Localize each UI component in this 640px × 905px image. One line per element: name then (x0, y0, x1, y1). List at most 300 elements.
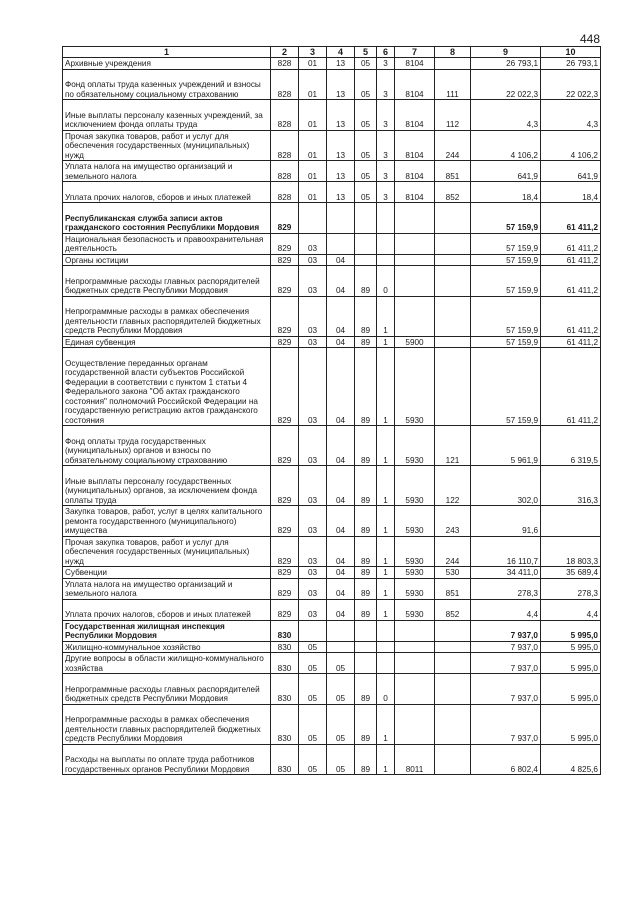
row-value-cell: 05 (355, 161, 377, 182)
row-value-cell: 1 (377, 348, 395, 426)
row-value-cell (435, 58, 471, 70)
row-value-cell: 5 995,0 (541, 653, 601, 674)
row-value-cell: 1 (377, 599, 395, 620)
row-value-cell: 03 (299, 233, 327, 254)
row-value-cell: 3 (377, 161, 395, 182)
row-value-cell: 829 (271, 266, 299, 297)
row-value-cell: 22 022,3 (541, 69, 601, 100)
row-value-cell: 3 (377, 69, 395, 100)
row-value-cell: 5 995,0 (541, 674, 601, 705)
row-value-cell: 57 159,9 (471, 254, 541, 266)
row-value-cell: 6 802,4 (471, 744, 541, 775)
row-value-cell: 01 (299, 69, 327, 100)
row-value-cell (435, 620, 471, 641)
row-value-cell: 89 (355, 578, 377, 599)
row-value-cell: 278,3 (541, 578, 601, 599)
row-value-cell: 05 (355, 182, 377, 203)
row-value-cell (395, 203, 435, 234)
row-name-cell: Прочая закупка товаров, работ и услуг для обеспечения государственных (муниципальных) нужд (63, 536, 271, 567)
row-name-cell: Жилищно-коммунальное хозяйство (63, 641, 271, 653)
row-value-cell: 03 (299, 506, 327, 537)
row-value-cell: 244 (435, 130, 471, 161)
row-value-cell: 89 (355, 466, 377, 506)
header-cell: 6 (377, 47, 395, 58)
row-value-cell: 5930 (395, 567, 435, 579)
table-row (63, 336, 601, 348)
row-value-cell: 0 (377, 266, 395, 297)
row-value-cell (435, 296, 471, 336)
row-value-cell: 5 995,0 (541, 704, 601, 744)
table-row (63, 506, 601, 537)
row-value-cell: 57 159,9 (471, 336, 541, 348)
table-row (63, 266, 601, 297)
row-value-cell: 830 (271, 704, 299, 744)
header-cell: 3 (299, 47, 327, 58)
row-value-cell: 4,3 (471, 100, 541, 131)
row-value-cell: 1 (377, 506, 395, 537)
row-value-cell: 829 (271, 578, 299, 599)
row-value-cell: 830 (271, 674, 299, 705)
table-row (63, 100, 601, 131)
row-value-cell (395, 704, 435, 744)
row-value-cell (355, 233, 377, 254)
row-value-cell: 5 995,0 (541, 641, 601, 653)
header-cell: 5 (355, 47, 377, 58)
row-name-cell: Уплата налога на имущество организаций и земельного налога (63, 578, 271, 599)
row-name-cell: Непрограммные расходы главных распорядителей бюджетных средств Республики Мордовия (63, 266, 271, 297)
row-name-cell: Непрограммные расходы в рамках обеспечения деятельности главных распорядителей бюджетных средств Республики Мордовия (63, 296, 271, 336)
row-value-cell: 828 (271, 100, 299, 131)
row-value-cell: 829 (271, 426, 299, 466)
row-value-cell (377, 620, 395, 641)
row-value-cell: 7 937,0 (471, 704, 541, 744)
table-row (63, 599, 601, 620)
row-value-cell: 3 (377, 58, 395, 70)
row-value-cell: 91,6 (471, 506, 541, 537)
row-value-cell: 05 (299, 641, 327, 653)
row-value-cell: 278,3 (471, 578, 541, 599)
row-value-cell (435, 203, 471, 234)
row-value-cell: 829 (271, 536, 299, 567)
row-value-cell: 829 (271, 599, 299, 620)
row-name-cell: Иные выплаты персоналу государственных (муниципальных) органов, за исключением фонда оплаты труда (63, 466, 271, 506)
row-value-cell: 3 (377, 100, 395, 131)
row-value-cell: 18,4 (471, 182, 541, 203)
table-row (63, 233, 601, 254)
row-value-cell: 89 (355, 296, 377, 336)
row-value-cell: 5 961,9 (471, 426, 541, 466)
row-value-cell: 01 (299, 100, 327, 131)
row-value-cell: 16 110,7 (471, 536, 541, 567)
row-value-cell: 0 (377, 674, 395, 705)
row-value-cell: 03 (299, 296, 327, 336)
row-value-cell: 13 (327, 100, 355, 131)
row-value-cell (327, 620, 355, 641)
row-value-cell: 03 (299, 348, 327, 426)
row-name-cell: Республиканская служба записи актов гражданского состояния Республики Мордовия (63, 203, 271, 234)
row-value-cell: 8104 (395, 69, 435, 100)
row-value-cell: 1 (377, 296, 395, 336)
row-value-cell: 4,4 (471, 599, 541, 620)
row-value-cell: 61 411,2 (541, 254, 601, 266)
row-value-cell: 61 411,2 (541, 348, 601, 426)
row-value-cell (355, 620, 377, 641)
row-value-cell: 57 159,9 (471, 203, 541, 234)
row-value-cell: 828 (271, 182, 299, 203)
row-value-cell: 830 (271, 641, 299, 653)
row-value-cell (327, 641, 355, 653)
row-value-cell (435, 336, 471, 348)
row-name-cell: Другие вопросы в области жилищно-коммунального хозяйства (63, 653, 271, 674)
row-value-cell (327, 203, 355, 234)
row-value-cell (355, 254, 377, 266)
row-value-cell: 01 (299, 182, 327, 203)
row-value-cell: 22 022,3 (471, 69, 541, 100)
row-value-cell (377, 254, 395, 266)
row-value-cell: 829 (271, 506, 299, 537)
row-name-cell: Субвенции (63, 567, 271, 579)
row-value-cell: 34 411,0 (471, 567, 541, 579)
header-row (63, 47, 601, 58)
header-cell: 9 (471, 47, 541, 58)
table-row (63, 58, 601, 70)
budget-table (62, 46, 601, 775)
row-value-cell: 7 937,0 (471, 641, 541, 653)
row-value-cell: 89 (355, 567, 377, 579)
row-value-cell (395, 653, 435, 674)
row-value-cell: 1 (377, 426, 395, 466)
row-value-cell: 89 (355, 266, 377, 297)
row-value-cell: 112 (435, 100, 471, 131)
row-value-cell: 4 106,2 (471, 130, 541, 161)
row-value-cell: 302,0 (471, 466, 541, 506)
row-value-cell: 04 (327, 296, 355, 336)
row-name-cell: Фонд оплаты труда государственных (муниципальных) органов и взносы по обязательному социальному страхованию (63, 426, 271, 466)
row-value-cell: 830 (271, 744, 299, 775)
header-cell: 10 (541, 47, 601, 58)
row-value-cell: 26 793,1 (541, 58, 601, 70)
row-value-cell: 18 803,3 (541, 536, 601, 567)
row-value-cell: 5930 (395, 466, 435, 506)
row-value-cell: 04 (327, 266, 355, 297)
row-value-cell: 61 411,2 (541, 296, 601, 336)
table-row (63, 203, 601, 234)
row-value-cell: 851 (435, 578, 471, 599)
table-row (63, 704, 601, 744)
row-value-cell (395, 674, 435, 705)
table-row (63, 426, 601, 466)
row-value-cell: 5930 (395, 599, 435, 620)
row-name-cell: Архивные учреждения (63, 58, 271, 70)
row-value-cell: 05 (355, 130, 377, 161)
row-value-cell: 4 106,2 (541, 130, 601, 161)
row-value-cell: 1 (377, 536, 395, 567)
row-value-cell: 05 (327, 653, 355, 674)
row-value-cell: 8104 (395, 182, 435, 203)
table-row (63, 182, 601, 203)
row-value-cell: 5900 (395, 336, 435, 348)
row-value-cell: 89 (355, 599, 377, 620)
row-value-cell: 05 (299, 704, 327, 744)
table-row (63, 578, 601, 599)
row-value-cell (541, 506, 601, 537)
row-value-cell: 4,3 (541, 100, 601, 131)
row-name-cell: Органы юстиции (63, 254, 271, 266)
row-value-cell: 4,4 (541, 599, 601, 620)
row-value-cell (395, 620, 435, 641)
row-value-cell: 57 159,9 (471, 348, 541, 426)
row-value-cell: 851 (435, 161, 471, 182)
row-name-cell: Фонд оплаты труда казенных учреждений и взносы по обязательному социальному страхованию (63, 69, 271, 100)
row-value-cell: 05 (327, 704, 355, 744)
header-cell: 8 (435, 47, 471, 58)
row-value-cell: 89 (355, 348, 377, 426)
row-name-cell: Закупка товаров, работ, услуг в целях капитального ремонта государственного (муниципального) имущества (63, 506, 271, 537)
row-name-cell: Уплата прочих налогов, сборов и иных платежей (63, 599, 271, 620)
table-body (63, 47, 601, 775)
row-value-cell: 89 (355, 704, 377, 744)
row-value-cell: 04 (327, 466, 355, 506)
table-row (63, 348, 601, 426)
row-value-cell: 828 (271, 130, 299, 161)
row-value-cell (355, 641, 377, 653)
row-value-cell: 5930 (395, 506, 435, 537)
row-value-cell (327, 233, 355, 254)
row-value-cell: 5930 (395, 426, 435, 466)
table-row (63, 674, 601, 705)
row-value-cell: 3 (377, 182, 395, 203)
row-value-cell: 8104 (395, 130, 435, 161)
header-cell: 1 (63, 47, 271, 58)
row-value-cell: 04 (327, 578, 355, 599)
row-value-cell: 1 (377, 336, 395, 348)
row-value-cell (435, 641, 471, 653)
row-value-cell (435, 674, 471, 705)
row-value-cell: 04 (327, 254, 355, 266)
row-value-cell: 829 (271, 348, 299, 426)
row-name-cell: Уплата налога на имущество организаций и земельного налога (63, 161, 271, 182)
row-name-cell: Единая субвенция (63, 336, 271, 348)
row-value-cell: 04 (327, 536, 355, 567)
row-value-cell: 13 (327, 161, 355, 182)
row-value-cell: 89 (355, 536, 377, 567)
row-value-cell: 05 (355, 58, 377, 70)
row-value-cell: 03 (299, 599, 327, 620)
row-value-cell: 03 (299, 426, 327, 466)
row-value-cell: 829 (271, 466, 299, 506)
table-row (63, 254, 601, 266)
row-value-cell: 121 (435, 426, 471, 466)
row-value-cell: 61 411,2 (541, 233, 601, 254)
row-value-cell: 5930 (395, 348, 435, 426)
row-value-cell: 1 (377, 704, 395, 744)
header-cell: 2 (271, 47, 299, 58)
row-value-cell: 830 (271, 620, 299, 641)
row-value-cell (377, 233, 395, 254)
row-value-cell: 89 (355, 426, 377, 466)
table-row (63, 296, 601, 336)
row-value-cell: 1 (377, 567, 395, 579)
row-value-cell: 05 (299, 674, 327, 705)
row-value-cell (435, 266, 471, 297)
table-row (63, 653, 601, 674)
row-value-cell: 03 (299, 536, 327, 567)
row-value-cell: 3 (377, 130, 395, 161)
row-value-cell: 89 (355, 744, 377, 775)
row-value-cell: 243 (435, 506, 471, 537)
row-value-cell (299, 620, 327, 641)
row-value-cell: 03 (299, 567, 327, 579)
row-value-cell: 641,9 (471, 161, 541, 182)
row-value-cell: 828 (271, 58, 299, 70)
row-value-cell: 03 (299, 254, 327, 266)
row-value-cell: 829 (271, 567, 299, 579)
row-value-cell (435, 233, 471, 254)
table-row (63, 620, 601, 641)
row-value-cell: 05 (355, 100, 377, 131)
table-row (63, 69, 601, 100)
row-value-cell: 04 (327, 567, 355, 579)
row-value-cell: 89 (355, 506, 377, 537)
row-value-cell: 03 (299, 336, 327, 348)
row-value-cell: 852 (435, 599, 471, 620)
row-value-cell: 13 (327, 69, 355, 100)
row-value-cell: 13 (327, 58, 355, 70)
row-value-cell: 316,3 (541, 466, 601, 506)
row-value-cell: 829 (271, 254, 299, 266)
row-value-cell: 8104 (395, 100, 435, 131)
row-value-cell: 03 (299, 466, 327, 506)
table-row (63, 567, 601, 579)
row-value-cell: 89 (355, 674, 377, 705)
row-value-cell: 03 (299, 578, 327, 599)
row-value-cell (395, 233, 435, 254)
row-value-cell: 04 (327, 599, 355, 620)
row-value-cell: 26 793,1 (471, 58, 541, 70)
table-row (63, 130, 601, 161)
row-value-cell: 7 937,0 (471, 620, 541, 641)
row-value-cell: 829 (271, 203, 299, 234)
table-row (63, 744, 601, 775)
row-value-cell (435, 744, 471, 775)
row-name-cell: Иные выплаты персоналу казенных учреждений, за исключением фонда оплаты труда (63, 100, 271, 131)
row-value-cell (435, 704, 471, 744)
row-value-cell: 7 937,0 (471, 674, 541, 705)
row-value-cell: 1 (377, 466, 395, 506)
row-value-cell: 5930 (395, 578, 435, 599)
row-value-cell (299, 203, 327, 234)
table-row (63, 536, 601, 567)
row-value-cell: 57 159,9 (471, 296, 541, 336)
row-value-cell (435, 254, 471, 266)
row-name-cell: Уплата прочих налогов, сборов и иных платежей (63, 182, 271, 203)
row-value-cell: 111 (435, 69, 471, 100)
row-value-cell: 8011 (395, 744, 435, 775)
row-value-cell (435, 348, 471, 426)
row-value-cell (435, 653, 471, 674)
header-cell: 4 (327, 47, 355, 58)
row-value-cell: 5930 (395, 536, 435, 567)
row-value-cell: 05 (299, 653, 327, 674)
table-row (63, 466, 601, 506)
row-value-cell: 6 319,5 (541, 426, 601, 466)
row-value-cell (395, 254, 435, 266)
row-value-cell: 04 (327, 348, 355, 426)
row-value-cell: 89 (355, 336, 377, 348)
row-name-cell: Осуществление переданных органам государственной власти субъектов Российской Федерации в соответствии с пунктом 1 статьи 4 Федерального закона "Об актах гражданского состояния" полномочий Российской Федерации на государственную регистрацию актов гражданского состояния (63, 348, 271, 426)
row-value-cell: 05 (355, 69, 377, 100)
row-value-cell: 13 (327, 130, 355, 161)
row-name-cell: Государственная жилищная инспекция Республики Мордовия (63, 620, 271, 641)
row-value-cell: 01 (299, 130, 327, 161)
row-value-cell: 852 (435, 182, 471, 203)
row-value-cell: 829 (271, 336, 299, 348)
row-value-cell: 830 (271, 653, 299, 674)
row-value-cell: 05 (327, 744, 355, 775)
row-value-cell: 01 (299, 161, 327, 182)
row-value-cell: 04 (327, 506, 355, 537)
row-value-cell: 04 (327, 426, 355, 466)
header-cell: 7 (395, 47, 435, 58)
row-value-cell: 05 (327, 674, 355, 705)
row-value-cell: 35 689,4 (541, 567, 601, 579)
row-value-cell: 1 (377, 578, 395, 599)
row-value-cell: 18,4 (541, 182, 601, 203)
row-name-cell: Прочая закупка товаров, работ и услуг для обеспечения государственных (муниципальных) нужд (63, 130, 271, 161)
row-value-cell: 01 (299, 58, 327, 70)
row-value-cell: 61 411,2 (541, 336, 601, 348)
row-value-cell: 61 411,2 (541, 266, 601, 297)
row-name-cell: Непрограммные расходы главных распорядителей бюджетных средств Республики Мордовия (63, 674, 271, 705)
row-value-cell: 4 825,6 (541, 744, 601, 775)
row-value-cell: 05 (299, 744, 327, 775)
row-value-cell (395, 266, 435, 297)
table-row (63, 641, 601, 653)
row-value-cell: 1 (377, 744, 395, 775)
row-value-cell: 829 (271, 233, 299, 254)
row-value-cell: 641,9 (541, 161, 601, 182)
row-value-cell: 244 (435, 536, 471, 567)
row-value-cell: 57 159,9 (471, 266, 541, 297)
row-value-cell (377, 203, 395, 234)
page-number: 448 (580, 32, 601, 46)
row-value-cell: 61 411,2 (541, 203, 601, 234)
row-name-cell: Национальная безопасность и правоохранительная деятельность (63, 233, 271, 254)
row-value-cell (355, 653, 377, 674)
row-value-cell: 530 (435, 567, 471, 579)
row-value-cell: 828 (271, 161, 299, 182)
row-value-cell: 8104 (395, 161, 435, 182)
row-value-cell: 57 159,9 (471, 233, 541, 254)
row-name-cell: Непрограммные расходы в рамках обеспечения деятельности главных распорядителей бюджетных средств Республики Мордовия (63, 704, 271, 744)
row-value-cell: 7 937,0 (471, 653, 541, 674)
table-row (63, 161, 601, 182)
row-value-cell (377, 653, 395, 674)
row-value-cell (395, 641, 435, 653)
row-value-cell: 5 995,0 (541, 620, 601, 641)
row-value-cell: 828 (271, 69, 299, 100)
row-value-cell: 04 (327, 336, 355, 348)
row-value-cell (355, 203, 377, 234)
row-value-cell: 13 (327, 182, 355, 203)
row-value-cell (377, 641, 395, 653)
row-value-cell: 829 (271, 296, 299, 336)
row-name-cell: Расходы на выплаты по оплате труда работников государственных органов Республики Мордовия (63, 744, 271, 775)
row-value-cell: 8104 (395, 58, 435, 70)
row-value-cell (395, 296, 435, 336)
row-value-cell: 122 (435, 466, 471, 506)
row-value-cell: 03 (299, 266, 327, 297)
